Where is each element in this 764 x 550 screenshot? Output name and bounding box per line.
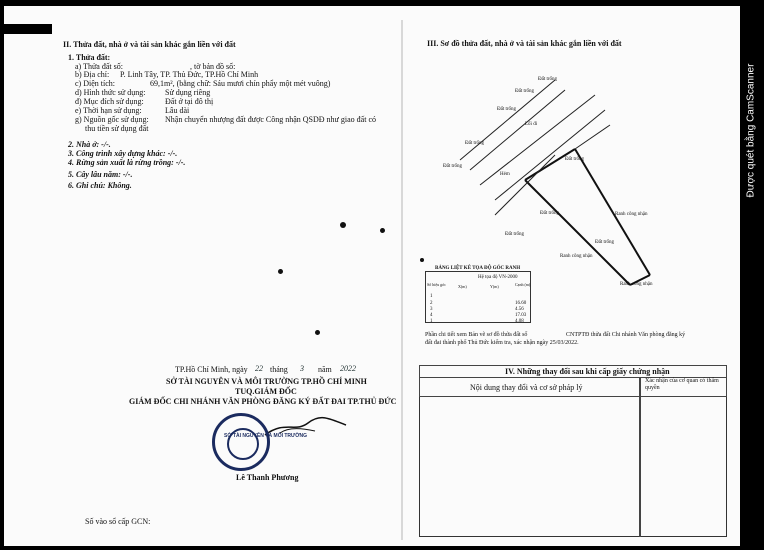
- diagram-label: Ranh công nhận: [620, 282, 653, 287]
- place-date: TP.Hồ Chí Minh, ngày: [175, 365, 248, 374]
- purpose-value: Đất ở tại đô thị: [165, 97, 214, 106]
- parcel-number: a) Thửa đất số:: [75, 62, 123, 71]
- area-value: 69,1m², (bằng chữ: Sáu mươi chín phẩy một mét vuông): [150, 79, 331, 88]
- diagram-label: Hẻm: [500, 172, 510, 177]
- scan-hole-mark: [380, 228, 385, 233]
- address-label: b) Địa chỉ:: [75, 70, 110, 79]
- coordinate-table-title: BẢNG LIỆT KÊ TỌA ĐỘ GÓC RANH: [435, 266, 521, 271]
- coordinate-row-2-edge: 16.60: [515, 301, 527, 306]
- diagram-label: Đất trống: [497, 107, 517, 112]
- left-section-title: II. Thửa đất, nhà ở và tài sản khác gắn liền với đất: [63, 40, 236, 49]
- month-label: tháng: [270, 365, 288, 374]
- perennial-item: 5. Cây lâu năm: -/-.: [68, 170, 133, 179]
- diagram-label: Đất trống: [595, 240, 615, 245]
- sign-year: 2022: [340, 364, 356, 373]
- sign-month: 3: [300, 364, 304, 373]
- right-section-title: III. Sơ đồ thửa đất, nhà ở và tài sản khác gắn liền với đất: [427, 39, 622, 48]
- coordinate-header-corner: Số hiệu góc: [427, 282, 446, 287]
- coordinate-row-4: 4: [430, 313, 433, 318]
- camscanner-watermark: Được quét bằng CamScanner: [745, 63, 757, 198]
- address-value: P. Linh Tây, TP. Thủ Đức, TP.Hồ Chí Minh: [120, 70, 259, 79]
- scan-hole-mark: [315, 330, 320, 335]
- coordinate-row-5: 1: [430, 319, 433, 324]
- diagram-label: Lối đi: [525, 122, 538, 127]
- coordinate-row-5-edge: 4.08: [515, 319, 524, 324]
- diagram-label: Đất trống: [505, 232, 525, 237]
- origin-value: Nhận chuyển nhượng đất được Công nhận QSDĐ như giao đất có: [165, 115, 376, 124]
- certificate-registry-label: Số vào sổ cấp GCN:: [85, 517, 151, 526]
- purpose-label: đ) Mục đích sử dụng:: [75, 97, 144, 106]
- area-label: c) Diện tích:: [75, 79, 115, 88]
- scan-hole-mark: [420, 258, 424, 262]
- scan-hole-mark: [278, 269, 283, 274]
- diagram-label: Ranh công nhận: [560, 254, 593, 259]
- changes-authority-header: Xác nhận của cơ quan có thẩm quyền: [645, 378, 719, 391]
- changes-title: IV. Những thay đổi sau khi cấp giấy chứng nhận: [505, 367, 670, 376]
- origin-label: g) Nguồn gốc sử dụng:: [75, 115, 149, 124]
- coordinate-row-3-edge: 4.56: [515, 307, 524, 312]
- diagram-label: Đất trống: [465, 141, 485, 146]
- origin-value-continued: thu tiền sử dụng đất: [85, 124, 149, 133]
- diagram-label: Đất trống: [538, 77, 558, 82]
- term-label: e) Thời hạn sử dụng:: [75, 106, 142, 115]
- notes-item: 6. Ghi chú: Không.: [68, 181, 132, 190]
- tuq-director: TUQ.GIÁM ĐỐC: [235, 387, 297, 396]
- other-works-item: 3. Công trình xây dựng khác: -/-.: [68, 149, 178, 158]
- changes-column-divider: [639, 395, 641, 537]
- coordinate-row-2: 2: [430, 301, 433, 306]
- coordinate-header-x: X(m): [458, 284, 467, 289]
- house-item: 2. Nhà ở: -/-.: [68, 140, 111, 149]
- coordinate-header-edge: Cạnh (m): [515, 282, 531, 287]
- year-label: năm: [318, 365, 332, 374]
- coordinate-row-3: 3: [430, 307, 433, 312]
- use-form-value: Sử dụng riêng: [165, 88, 211, 97]
- scan-hole-mark: [340, 222, 346, 228]
- branch-director: GIÁM ĐỐC CHI NHÁNH VĂN PHÒNG ĐĂNG KÝ ĐẤT ĐAI TP.THỦ ĐỨC: [129, 397, 397, 406]
- coordinate-row-4-edge: 17.03: [515, 313, 527, 318]
- forest-item: 4. Rừng sản xuất là rừng trồng: -/-.: [68, 158, 186, 167]
- land-heading: 1. Thửa đất:: [68, 53, 111, 62]
- term-value: Lâu dài: [165, 106, 190, 115]
- coordinate-system: Hệ tọa độ VN-2000: [478, 275, 518, 280]
- page-fold: [401, 20, 403, 540]
- scan-edge-mark: [0, 24, 52, 34]
- diagram-label: Đất trống: [540, 211, 560, 216]
- diagram-note-left: Phần chi tiết xem Bản vẽ sơ đồ thửa đất số: [425, 332, 528, 338]
- diagram-note-right: CNTPTĐ thửa đất Chi nhánh Văn phòng đăng ký: [566, 332, 686, 338]
- diagram-label: Đất trống: [443, 164, 463, 169]
- map-sheet: , tờ bản đồ số:: [190, 62, 236, 71]
- coordinate-row-1: 1: [430, 294, 433, 299]
- diagram-note-bottom: đất đai thành phố Thủ Đức kiểm tra, xác nhận ngày 25/03/2022.: [425, 340, 579, 346]
- official-stamp: [212, 413, 270, 471]
- diagram-label: Đất trống: [515, 89, 535, 94]
- signer-name: Lê Thanh Phương: [236, 473, 299, 482]
- coordinate-header-y: Y(m): [490, 284, 499, 289]
- issuing-department: SỞ TÀI NGUYÊN VÀ MÔI TRƯỜNG TP.HỒ CHÍ MINH: [166, 377, 367, 386]
- sign-day: 22: [255, 364, 263, 373]
- diagram-label: Đất trống: [565, 157, 585, 162]
- use-form-label: d) Hình thức sử dụng:: [75, 88, 146, 97]
- diagram-label: Ranh công nhận: [615, 212, 648, 217]
- changes-content-header: Nội dung thay đổi và cơ sở pháp lý: [470, 383, 583, 392]
- stamp-text: SỞ TÀI NGUYÊN VÀ MÔI TRƯỜNG: [224, 433, 307, 439]
